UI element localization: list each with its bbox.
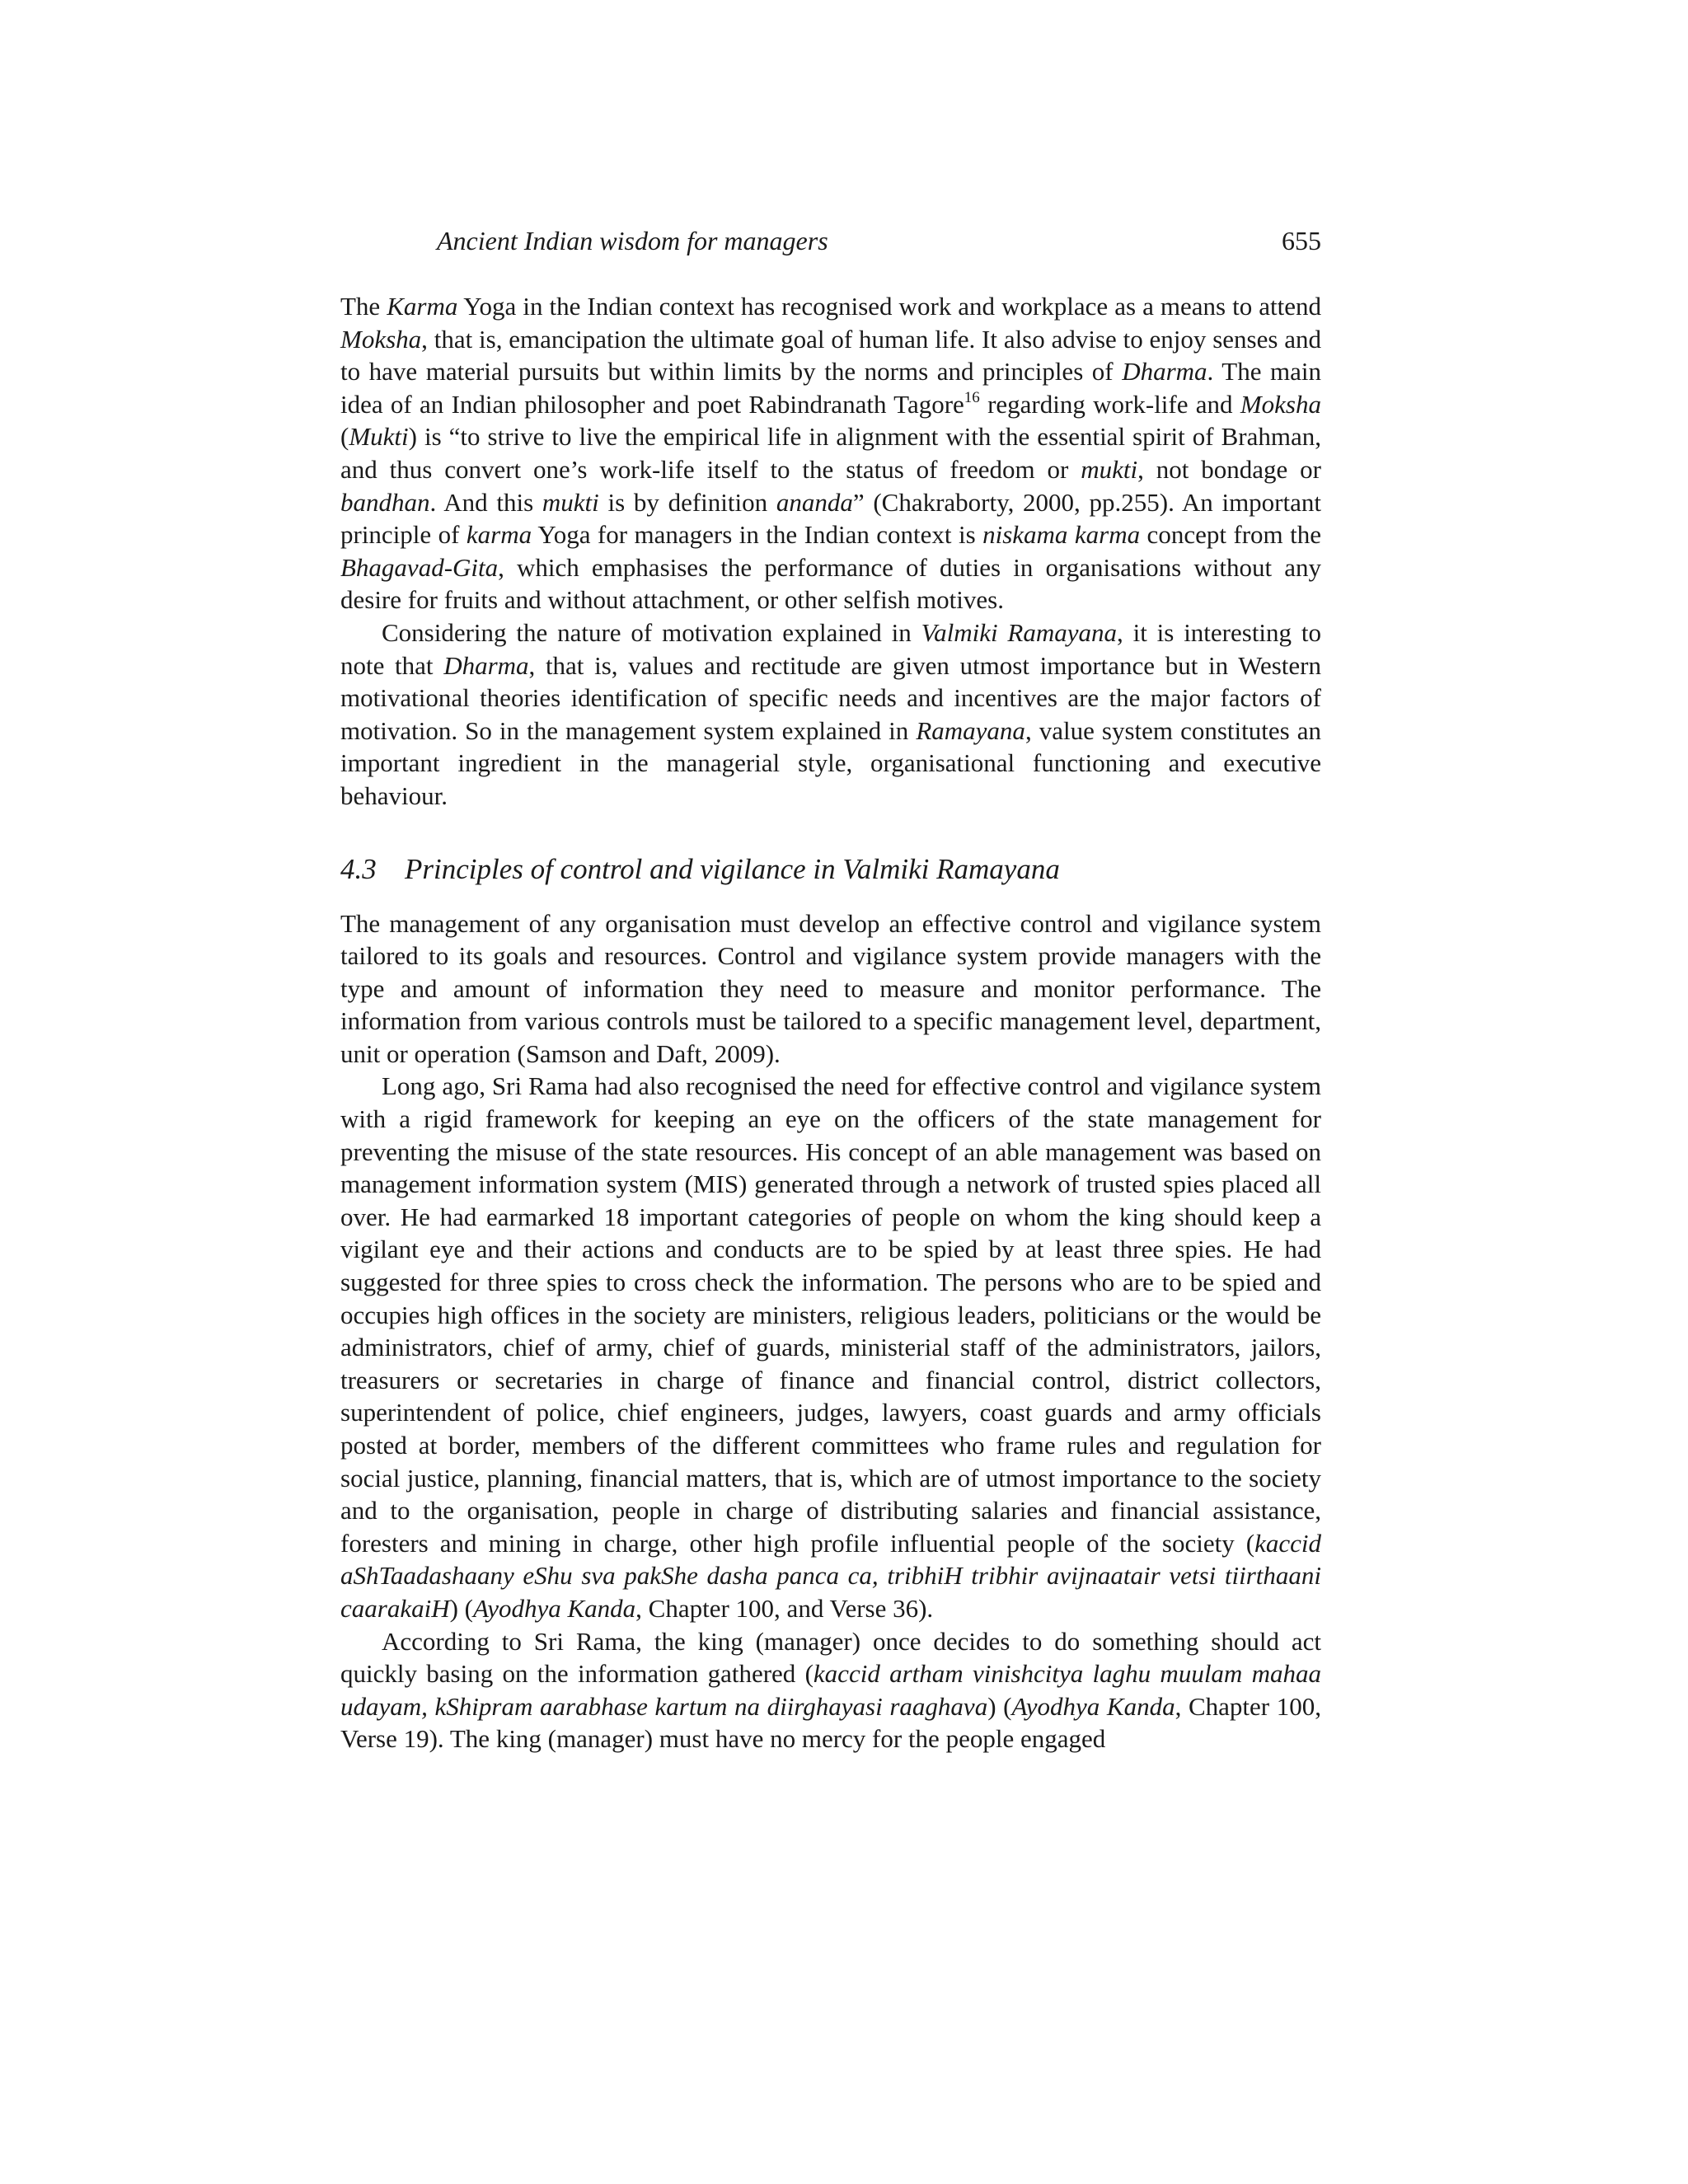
term-karma: Karma <box>387 292 458 321</box>
running-title: Ancient Indian wisdom for managers <box>437 226 828 255</box>
section-heading <box>340 851 1321 888</box>
paragraph-karma-yoga: The Karma Yoga in the Indian context has recognised work and workplace as a means to attend Moksha, that is, emancipation the ultimate goal of human life. It also advise to enjoy senses and to have material pursuits but within limits by the norms and principles of Dharma. The main idea of an Indian philosopher and poet Rabindranath Tagore$^{16}$ regarding work-life and Moksha (Mukti) is “to strive to live the empirical life in alignment with the essential spirit of Brahman, and thus convert one’s work-life itself to the status of freedom or mukti, not bondage or bandhan. And this mukti is by definition ananda” (Chakraborty, 2000, pp.255). An important principle of karma Yoga for managers in the Indian context is niskama karma concept from the Bhagavad-Gita, which emphasises the performance of duties in organisations without any desire for fruits and without attachment, or other selfish motives. <box>340 292 1322 615</box>
footnote-ref-16[interactable]: 16 <box>964 388 980 406</box>
sanskrit-verse: kaccid artham vinishcitya laghu muulam mahaa udayam, kShipram aarabhase kartum na diirghayasi raaghava <box>340 1659 1321 1721</box>
page-number: 655 <box>1282 226 1321 255</box>
term-mukti: Mukti <box>349 422 409 452</box>
running-header <box>340 223 1321 259</box>
term-bhagavad-gita: Bhagavad-Gita <box>340 552 499 582</box>
term-moksha: Moksha <box>1240 389 1321 419</box>
paragraph-motivation: Considering the nature of motivation explained in Valmiki Ramayana, it is interesting to note that Dharma, that is, values and rectitude are given utmost importance but in Western motivational theories identification of specific needs and incentives are the major factors of motivation. So in the management system explained in Ramayana, value system constitutes an important ingredient in the managerial style, organisational functioning and executive behaviour. <box>340 617 1322 810</box>
section-number: 4.3 <box>340 852 377 885</box>
term-dharma: Dharma <box>1122 357 1207 387</box>
term-valmiki-ramayana: Valmiki Ramayana <box>921 617 1117 647</box>
term-mukti: mukti <box>1081 454 1138 484</box>
term-niskama-karma: niskama karma <box>982 520 1141 550</box>
paragraph-control-system: The management of any organisation must develop an effective control and vigilance system tailored to its goals and resources. Control and vigilance system provide managers with the type and amount of information they need to measure and monitor performance. The information from various controls must be tailored to a specific management level, department, unit or operation (Samson and Daft, 2009). <box>340 908 1321 1068</box>
term-dharma: Dharma <box>443 650 529 680</box>
term-bandhan: bandhan <box>340 487 430 517</box>
term-ananda: ananda <box>776 487 853 517</box>
term-ramayana: Ramayana <box>916 715 1025 745</box>
section-title: Principles of control and vigilance in Valmiki Ramayana <box>405 852 1060 885</box>
term-ayodhya-kanda: Ayodhya Kanda <box>1011 1691 1175 1721</box>
term-karma: karma <box>466 520 532 550</box>
term-ayodhya-kanda: Ayodhya Kanda <box>473 1593 636 1623</box>
article-body <box>340 290 1321 1755</box>
sanskrit-verse: kaccid aShTaadashaany eShu sva pakShe dasha panca ca, tribhiH tribhir avijnaatair vetsi tiirthaani caarakaiH <box>340 1528 1321 1623</box>
term-moksha: Moksha <box>340 324 422 354</box>
paragraph-sri-rama-spies: Long ago, Sri Rama had also recognised the need for effective control and vigilance system with a rigid framework for keeping an eye on the officers of the state management for preventing the misuse of the state resources. His concept of an able management was based on management information system (MIS) generated through a network of trusted spies placed all over. He had earmarked 18 important categories of people on whom the king should keep a vigilant eye and their actions and conducts are to be spied by at least three spies. He had suggested for three spies to cross check the information. The persons who are to be spied and occupies high offices in the society are ministers, religious leaders, politicians or the would be administrators, chief of army, chief of guards, ministerial staff of the administrators, jailors, treasurers or secretaries in charge of finance and financial control, district collectors, superintendent of police, chief engineers, judges, lawyers, coast guards and army officials posted at border, members of the different committees who frame rules and regulation for social justice, planning, financial matters, that is, which are of utmost importance to the society and to the organisation, people in charge of distributing salaries and financial assistance, foresters and mining in charge, other high profile influential people of the society (kaccid aShTaadashaany eShu sva pakShe dasha panca ca, tribhiH tribhir avijnaatair vetsi tiirthaani caarakaiH) (Ayodhya Kanda, Chapter 100, and Verse 36). <box>340 1071 1321 1623</box>
term-mukti: mukti <box>542 487 599 517</box>
paragraph-king-action: According to Sri Rama, the king (manager) once decides to do something should act quickly basing on the information gathered (kaccid artham vinishcitya laghu muulam mahaa udayam, kShipram aarabhase kartum na diirghayasi raaghava) (Ayodhya Kanda, Chapter 100, Verse 19). The king (manager) must have no mercy for the people engaged <box>340 1626 1321 1754</box>
